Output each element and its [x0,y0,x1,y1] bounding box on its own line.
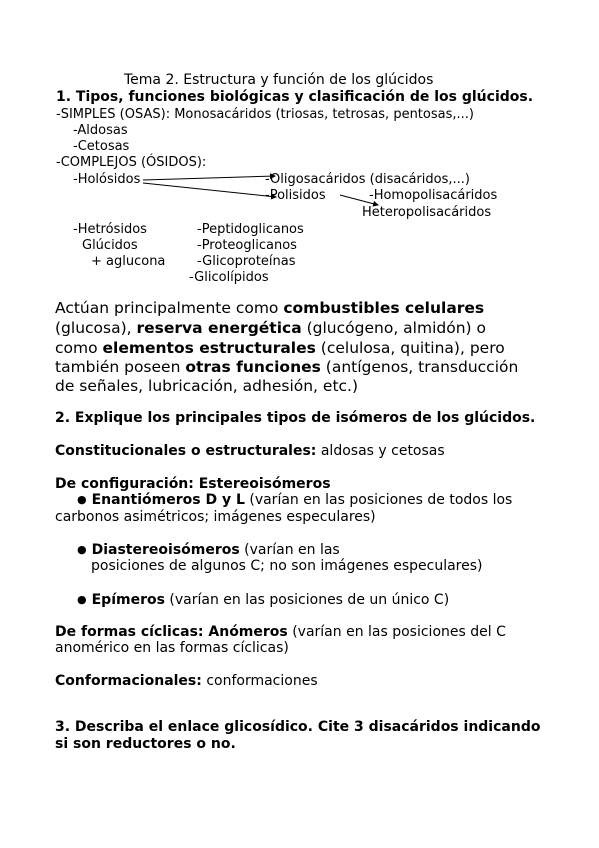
simples-line: -SIMPLES (OSAS): Monosacáridos (triosas, tetrosas, pentosas,...) [56,107,474,122]
arrow-polisidos-heteropolisacaridos [340,195,378,205]
page-title: Tema 2. Estructura y función de los glúcidos [124,72,434,88]
cetosas-line: -Cetosas [73,139,130,154]
configuracion-line: De configuración: Estereoisómeros [55,476,331,492]
diastereoisomeros-line-2: posiciones de algunos C; no son imágenes especulares) [91,558,483,574]
conformacionales-line: Conformacionales: conformaciones [55,673,318,689]
bullet-icon: ● [77,543,87,556]
heteropolisacaridos-label: Heteropolisacáridos [362,205,492,220]
holosidos-label: -Holósidos [73,172,141,187]
bullet-icon: ● [77,593,87,606]
funciones-line-1: Actúan principalmente como combustibles celulares [55,299,485,317]
constitucionales-line: Constitucionales o estructurales: aldosas y cetosas [55,443,445,459]
homopolisacaridos-label: -Homopolisacáridos [369,188,498,203]
funciones-line-3: como elementos estructurales (celulosa, quitina), pero [55,339,505,357]
question-3-heading-2: si son reductores o no. [55,736,236,752]
funciones-line-5: de señales, lubricación, adhesión, etc.) [55,377,359,395]
enantiomeros-line: ● Enantiómeros D y L (varían en las posiciones de todos los [77,492,513,508]
glicoproteinas-label: -Glicoproteínas [197,254,296,269]
bullet-icon: ● [77,493,87,506]
question-2-heading: 2. Explique los principales tipos de isómeros de los glúcidos. [55,410,536,426]
funciones-line-2: (glucosa), reserva energética (glucógeno, almidón) o [55,319,486,337]
aglucona-label: + aglucona [91,254,166,269]
funciones-line-4: también poseen otras funciones (antígenos, transducción [55,358,519,376]
diastereoisomeros-line: ● Diastereoisómeros (varían en las [77,542,340,558]
heterosidos-label: -Hetrósidos [73,222,147,237]
arrow-holosidos-oligosacaridos [143,176,275,180]
glucidos-label: Glúcidos [82,238,138,253]
question-1-heading: 1. Tipos, funciones biológicas y clasificación de los glúcidos. [56,89,534,105]
proteoglicanos-label: -Proteoglicanos [197,238,297,253]
complejos-line: -COMPLEJOS (ÓSIDOS): [56,155,207,170]
aldosas-line: -Aldosas [73,123,128,138]
epimeros-line: ● Epímeros (varían en las posiciones de un único C) [77,592,450,608]
arrow-holosidos-polisidos [143,183,276,197]
ciclicas-line: De formas cíclicas: Anómeros (varían en las posiciones del C [55,624,506,640]
peptidoglicanos-label: -Peptidoglicanos [197,222,304,237]
polisidos-label: -Polisidos [265,188,326,203]
oligosacaridos-label: -Oligosacáridos (disacáridos,...) [265,172,470,187]
question-3-heading: 3. Describa el enlace glicosídico. Cite 3 disacáridos indicando [55,719,541,735]
ciclicas-line-2: anomérico en las formas cíclicas) [55,640,289,656]
glicolipidos-label: -Glicolípidos [189,270,269,285]
enantiomeros-line-2: carbonos asimétricos; imágenes especulares) [55,509,376,525]
